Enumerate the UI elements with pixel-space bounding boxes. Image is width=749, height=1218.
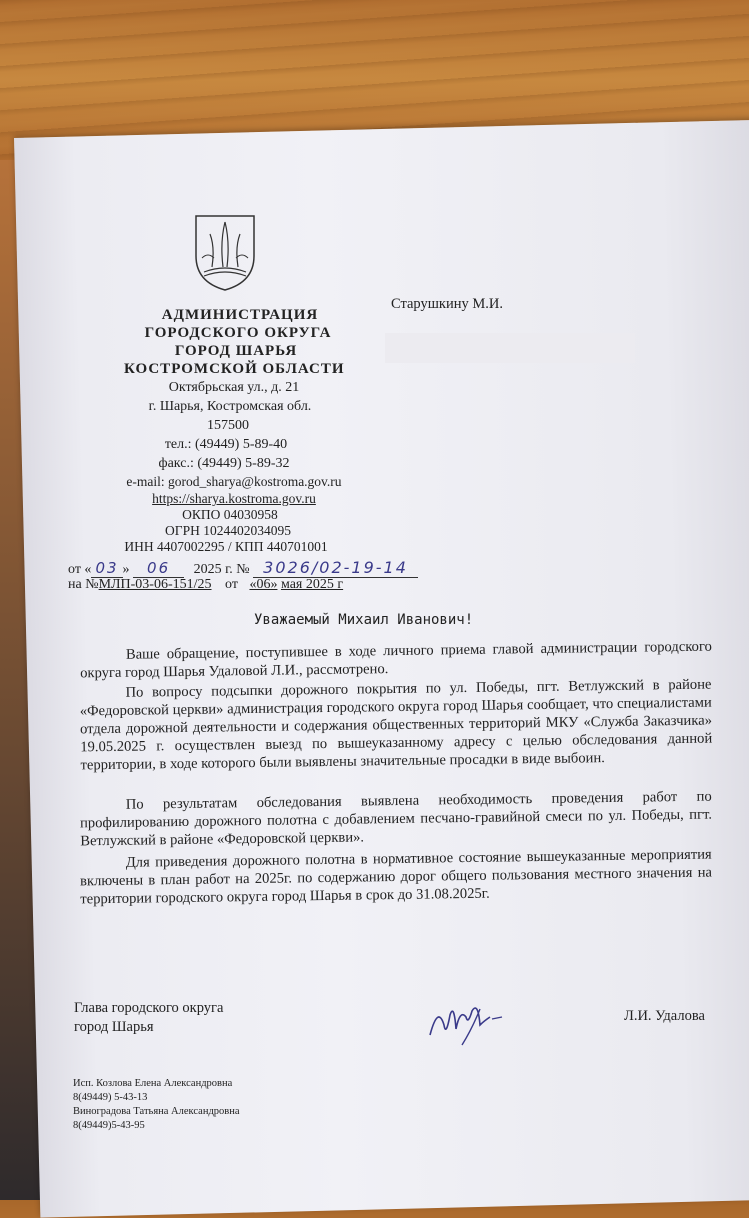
reply-number: МЛП-03-06-151/25 [98, 577, 212, 592]
paragraph-4: Для приведения дорожного полотна в нормативное состояние вышеуказанные мероприятия включены в план работ на 2025г. по содержанию дорог общего пользования местного значения на территории городского округа город Шарья в срок до 31.08.2025г. [79, 846, 713, 908]
org-name-line-3: ГОРОД ШАРЬЯ [174, 343, 298, 359]
executor-2-phone: 8(49449)5-43-95 [73, 1120, 145, 1131]
redacted-address-block [385, 333, 635, 363]
paragraph-2: По вопросу подсыпки дорожного покрытия по ул. Победы, пгт. Ветлужский в районе «Федоровской церкви» администрация городского округа город Шарья сообщает, что специалистами отдела дорожной деятельности и содержания общественных территорий МКУ «Служба Заказчика» 19.05.2025 г. осуществлен выезд по вышеуказанному адресу с целью обследования данной территории, в ходе которого были выявлены значительные просадки в виде выбоин. [79, 676, 713, 774]
coat-of-arms-icon [190, 212, 260, 292]
reg-year: 2025 г. № [193, 562, 250, 577]
reply-from: от [225, 577, 238, 592]
signatory-title-line-1: Глава городского округа [74, 1000, 224, 1016]
telephone: тел.: (49449) 5-89-40 [164, 437, 288, 452]
website-link[interactable]: https://sharya.kostroma.gov.ru [152, 491, 316, 506]
handwritten-signature [420, 995, 520, 1055]
fax: факс.: (49449) 5-89-32 [158, 456, 290, 471]
org-name-line-4: КОСТРОМСКОЙ ОБЛАСТИ [124, 361, 345, 377]
address-street: Октябрьская ул., д. 21 [168, 380, 300, 395]
okpo: ОКПО 04030958 [182, 507, 278, 522]
signatory-name: Л.И. Удалова [624, 1008, 705, 1024]
executor-1: Исп. Козлова Елена Александровна [73, 1078, 233, 1089]
reply-day: «06» [249, 577, 278, 592]
executor-1-phone: 8(49449) 5-43-13 [73, 1092, 148, 1103]
reply-month: мая 2025 г [280, 577, 344, 592]
reg-number: 3026/02-19-14 [253, 558, 418, 578]
reg-day: 03 [91, 559, 122, 578]
email-link[interactable]: e-mail: gorod_sharya@kostroma.gov.ru [126, 474, 342, 489]
ogrn: ОГРН 1024402034095 [165, 523, 291, 538]
date-prefix: от « [68, 562, 92, 577]
address-postcode: 157500 [207, 418, 249, 433]
org-name-line-2: ГОРОДСКОГО ОКРУГА [144, 325, 332, 341]
inn-kpp: ИНН 4407002295 / КПП 440701001 [124, 539, 328, 554]
org-name-line-1: АДМИНИСТРАЦИЯ [161, 307, 319, 323]
signatory-title-line-2: город Шарья [74, 1019, 154, 1035]
address-city: г. Шарья, Костромская обл. [148, 399, 312, 414]
reg-month: 06 [133, 559, 184, 578]
paragraph-3: По результатам обследования выявлена необходимость проведения работ по профилированию дорожного полотна с добавлением песчано-гравийной смеси по ул. Победы, пгт. Ветлужский в районе «Федоровской церкви». [79, 788, 713, 850]
executor-2: Виноградова Татьяна Александровна [73, 1106, 240, 1117]
recipient: Старушкину М.И. [391, 296, 503, 312]
paragraph-1: Ваше обращение, поступившее в ходе личного приема главой администрации городского округа город Шарья Удаловой Л.И., рассмотрено. [80, 638, 712, 682]
reply-line [68, 577, 343, 593]
reply-prefix: на № [68, 577, 99, 592]
greeting: Уважаемый Михаил Иванович! [254, 612, 474, 628]
registration-line: от « 03 » 06 2025 г. № 3026/02-19-14 [68, 558, 418, 578]
